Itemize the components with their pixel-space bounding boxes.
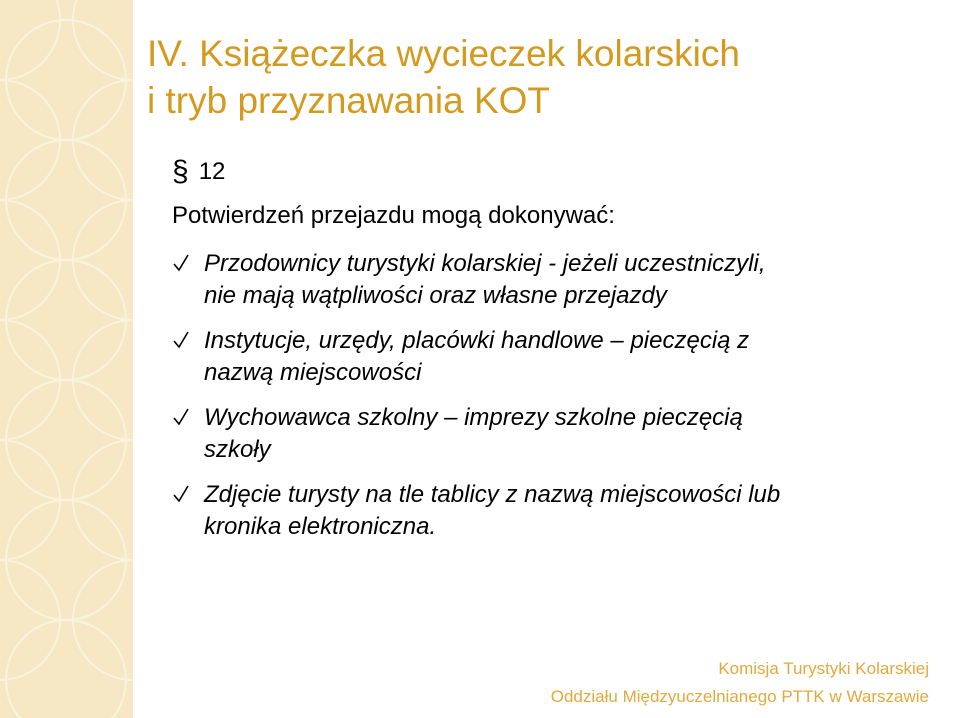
check-icon	[172, 484, 190, 504]
section-symbol: §	[172, 155, 189, 188]
title-line-2: i tryb przyznawania KOT	[147, 80, 551, 121]
circle-pattern-icon	[0, 0, 133, 718]
list-item	[172, 248, 942, 312]
paragraph-heading	[172, 156, 225, 188]
footer	[551, 655, 929, 711]
list-item-line: Zdjęcie turysty na tle tablicy z nazwą miejscowości lub	[204, 481, 781, 508]
decorative-side-band	[0, 0, 133, 718]
slide-title	[147, 30, 937, 124]
list-item-line: Instytucje, urzędy, placówki handlowe – pieczęcią z	[204, 327, 750, 354]
list-item-line: nie mają wątpliwości oraz własne przejazdy	[204, 282, 667, 309]
section-number: 12	[198, 158, 226, 185]
list-item-line: nazwą miejscowości	[204, 359, 422, 386]
lead-text: Potwierdzeń przejazdu mogą dokonywać:	[172, 202, 615, 229]
list-item-line: szkoły	[204, 436, 271, 463]
footer-line-1: Komisja Turystyki Kolarskiej	[718, 659, 929, 678]
list-item-line: Przodownicy turystyki kolarskiej - jeżeli uczestniczyli,	[204, 250, 766, 277]
list-item	[172, 402, 942, 466]
title-line-1: IV. Książeczka wycieczek kolarskich	[147, 33, 740, 74]
footer-line-2: Oddziału Międzyuczelnianego PTTK w Warszawie	[550, 687, 929, 706]
list-item-line: kronika elektroniczna.	[204, 513, 437, 540]
list-item	[172, 479, 942, 543]
check-icon	[172, 330, 190, 350]
check-icon	[172, 407, 190, 427]
list-item	[172, 325, 942, 389]
confirmation-list	[172, 248, 942, 556]
check-icon	[172, 253, 190, 273]
list-item-line: Wychowawca szkolny – imprezy szkolne pieczęcią	[204, 404, 743, 431]
